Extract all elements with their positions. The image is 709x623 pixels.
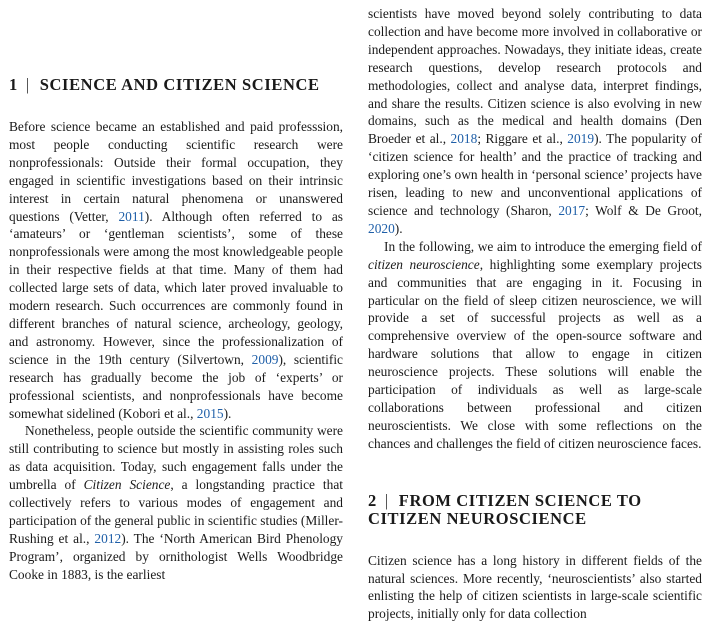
section-1-title: SCIENCE AND CITIZEN SCIENCE [39, 75, 320, 94]
section-2-paragraph-1 [368, 552, 702, 623]
section-1-separator: | [25, 75, 30, 94]
text-run: ), scientific research has gradually become the job of ‘experts’ or professional scientists, and nonprofessionals have become somewhat sidelined (Kobori et al., [9, 351, 343, 421]
text-run: Nonetheless, people outside the scientific community were still contributing to science but mostly in assisting roles such as data acquisition. Today, such engagement falls under the umbrella of [9, 423, 343, 493]
right-column [368, 0, 702, 623]
section-2-title: FROM CITIZEN SCIENCE TO CITIZEN NEUROSCIENCE [368, 490, 642, 528]
section-1-paragraph-2 [9, 422, 343, 583]
section-1-number: 1 [9, 75, 18, 94]
section-2-number: 2 [368, 490, 377, 510]
citation-year-link[interactable]: 2015 [196, 405, 224, 421]
citation-year-link[interactable]: 2017 [558, 202, 586, 218]
section-1-paragraph-4 [368, 238, 702, 453]
italic-term: citizen neuroscience [368, 256, 480, 272]
text-run: ; Riggare et al., [477, 131, 568, 147]
citation-year-link[interactable]: 2009 [251, 351, 279, 367]
text-run: Before science became an established and paid professsion, most people conducting scientific research were nonprofessionals: Outside their formal occupation, they engaged in scientific investigations based on their intrinsic interest in certain natural phenomena or unanswered questions (Vetter, [9, 119, 343, 224]
text-run: scientists have moved beyond solely contributing to data collection and have become more involved in collaborative or independent approaches. Nowadays, they initiate ideas, create research questions, develop research protocols and methodologies, collect and analyse data, interpret findings, and share the results. Citizen science is also evolving in new domains, such as the medical and health domains (Den Broeder et al., [368, 6, 702, 147]
text-run: In the following, we aim to introduce the emerging field of [384, 238, 702, 254]
text-run: ). The ‘North American Bird Phenology Program’, organized by ornithologist Wells Woodbridge Cooke in 1883, is the earliest [9, 530, 343, 582]
section-2-heading [368, 492, 702, 528]
italic-term: Citizen Science [83, 477, 171, 493]
section-1-paragraph-3 [368, 5, 702, 238]
text-run: Citizen science has a long history in different fields of the natural sciences. More recently, ‘neuroscientists’ also started enlisting the help of citizen scientists in large-scale scientific projects, initially only for data collection [368, 552, 702, 622]
text-run: ). [394, 220, 403, 236]
left-column [9, 0, 343, 584]
citation-year-link[interactable]: 2011 [118, 208, 145, 224]
citation-year-link[interactable]: 2020 [368, 220, 395, 236]
text-run: , a longstanding practice that collectively refers to various modes of engagement and participation of the general public in scientific studies (Miller-Rushing et al., [9, 477, 343, 546]
text-run: , highlighting some exemplary projects and communities that are engaging in it. Focusing in particular on the field of sleep citizen neuroscience, we will provide a set of successful projects as well as a comprehensive overview of the open-source software and hardware solutions that allow to engage in citizen neuroscience projects. These solutions will enable the participation of individuals as well as large-scale collaborations between professional and citizen neuroscientists. We close with some reflections on the chances and challenges the field of citizen neuroscience faces. [368, 256, 702, 451]
citation-year-link[interactable]: 2019 [567, 131, 595, 147]
section-1-heading [9, 76, 343, 94]
section-1-paragraph-1 [9, 118, 343, 422]
text-run: ). The popularity of ‘citizen science for health’ and the practice of tracking and exploring one’s own health in ‘personal science’ projects have risen, leading to new and unconventional applications of science and technology (Sharon, [368, 131, 703, 218]
text-run: ; Wolf & De Groot, [585, 202, 702, 218]
citation-year-link[interactable]: 2012 [94, 530, 122, 546]
section-2-separator: | [384, 490, 389, 510]
citation-year-link[interactable]: 2018 [450, 131, 478, 147]
text-run: ). Although often referred to as ‘amateurs’ or ‘gentleman scientists’, some of these nonprofessionals were among the most knowledgeable people in their respective fields at that time. Many of them had collected large sets of data, which later proved invaluable to modern research. Such occurrences are commonly found in different branches of natural science, archeology, geology, and astronomy. However, since the professionalization of science in the 19th century (Silvertown, [9, 208, 343, 367]
text-run: ). [223, 405, 232, 421]
